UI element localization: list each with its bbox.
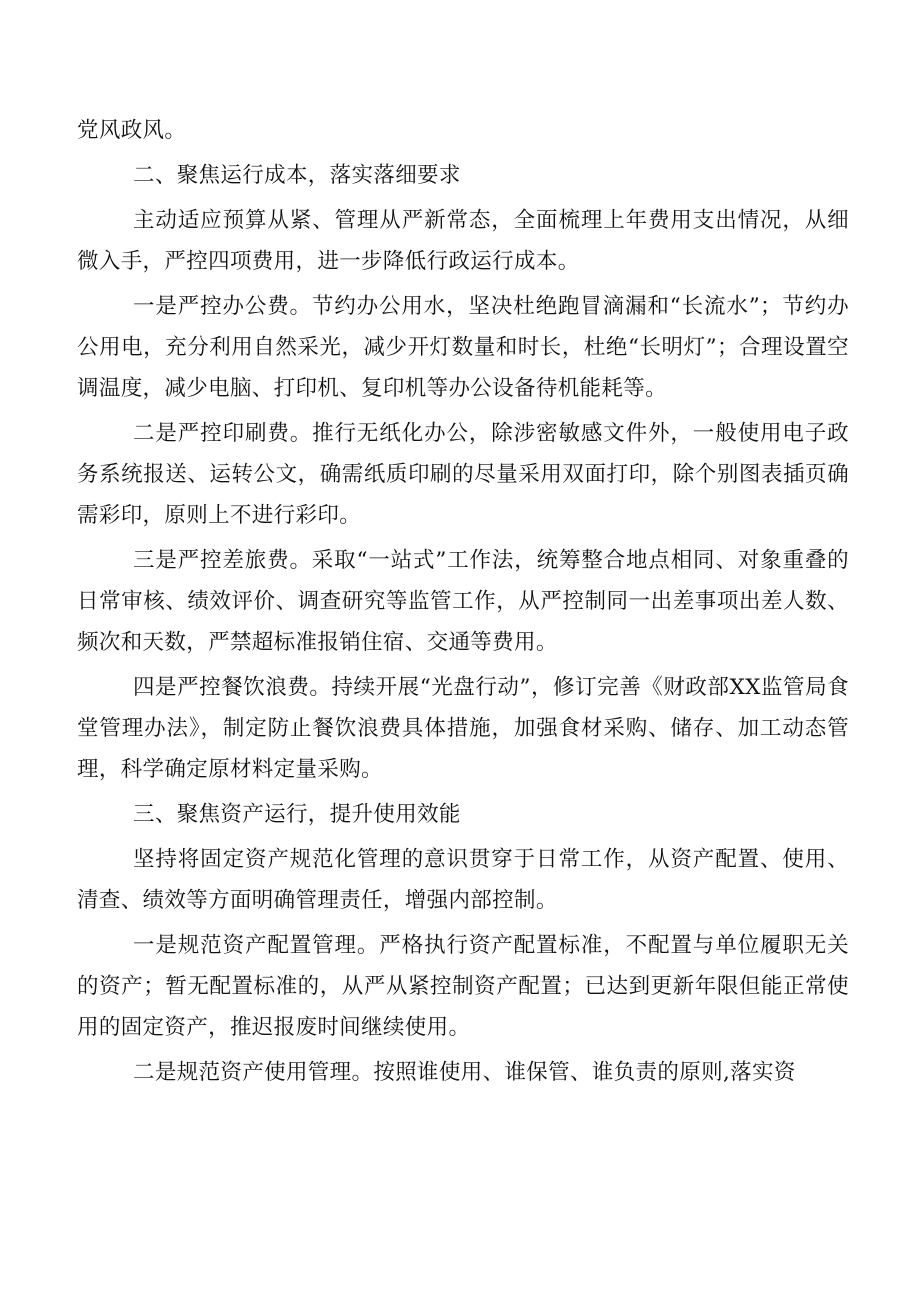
paragraph-printing-expenses: 二是严控印刷费。推行无纸化办公，除涉密敏感文件外，一般使用电子政务系统报送、运转公文，确需纸质印刷的尽量采用双面打印，除个别图表插页确需彩印，原则上不进行彩印。: [77, 421, 849, 528]
paragraph-office-expenses: 一是严控办公费。节约办公用水，坚决杜绝跑冒滴漏和“长流水”；节约办公用电，充分利用自然采光，减少开灯数量和时长，杜绝“长明灯”；合理设置空调温度，减少电脑、打印机、复印机等办公设备待机能耗等。: [77, 294, 849, 401]
paragraph-continuation: 党风政风。: [77, 118, 187, 143]
paragraph-running-costs-intro: 主动适应预算从紧、管理从严新常态，全面梳理上年费用支出情况，从细微入手，严控四项费用，进一步降低行政运行成本。: [77, 208, 849, 274]
paragraph-asset-intro: 坚持将固定资产规范化管理的意识贯穿于日常工作，从资产配置、使用、清查、绩效等方面明确管理责任，增强内部控制。: [77, 847, 849, 913]
paragraph-asset-usage: 二是规范资产使用管理。按照谁使用、谁保管、谁负责的原则,落实资: [133, 1060, 796, 1085]
paragraph-travel-expenses: 三是严控差旅费。采取“一站式”工作法，统筹整合地点相同、对象重叠的日常审核、绩效评价、调查研究等监管工作，从严控制同一出差事项出差人数、频次和天数，严禁超标准报销住宿、交通等费用。: [77, 548, 849, 655]
document-body: [77, 110, 849, 1097]
paragraph-asset-allocation: 一是规范资产配置管理。严格执行资产配置标准，不配置与单位履职无关的资产；暂无配置标准的，从严从紧控制资产配置；已达到更新年限但能正常使用的固定资产，推迟报废时间继续使用。: [77, 933, 849, 1040]
paragraph-catering-waste: 四是严控餐饮浪费。持续开展“光盘行动”，修订完善《财政部XX监管局食堂管理办法》，制定防止餐饮浪费具体措施，加强食材采购、储存、加工动态管理，科学确定原材料定量采购。: [77, 675, 849, 782]
section-heading-running-costs: 二、聚焦运行成本，落实落细要求: [133, 163, 461, 188]
section-heading-asset-operation: 三、聚焦资产运行，提升使用效能: [133, 802, 461, 827]
